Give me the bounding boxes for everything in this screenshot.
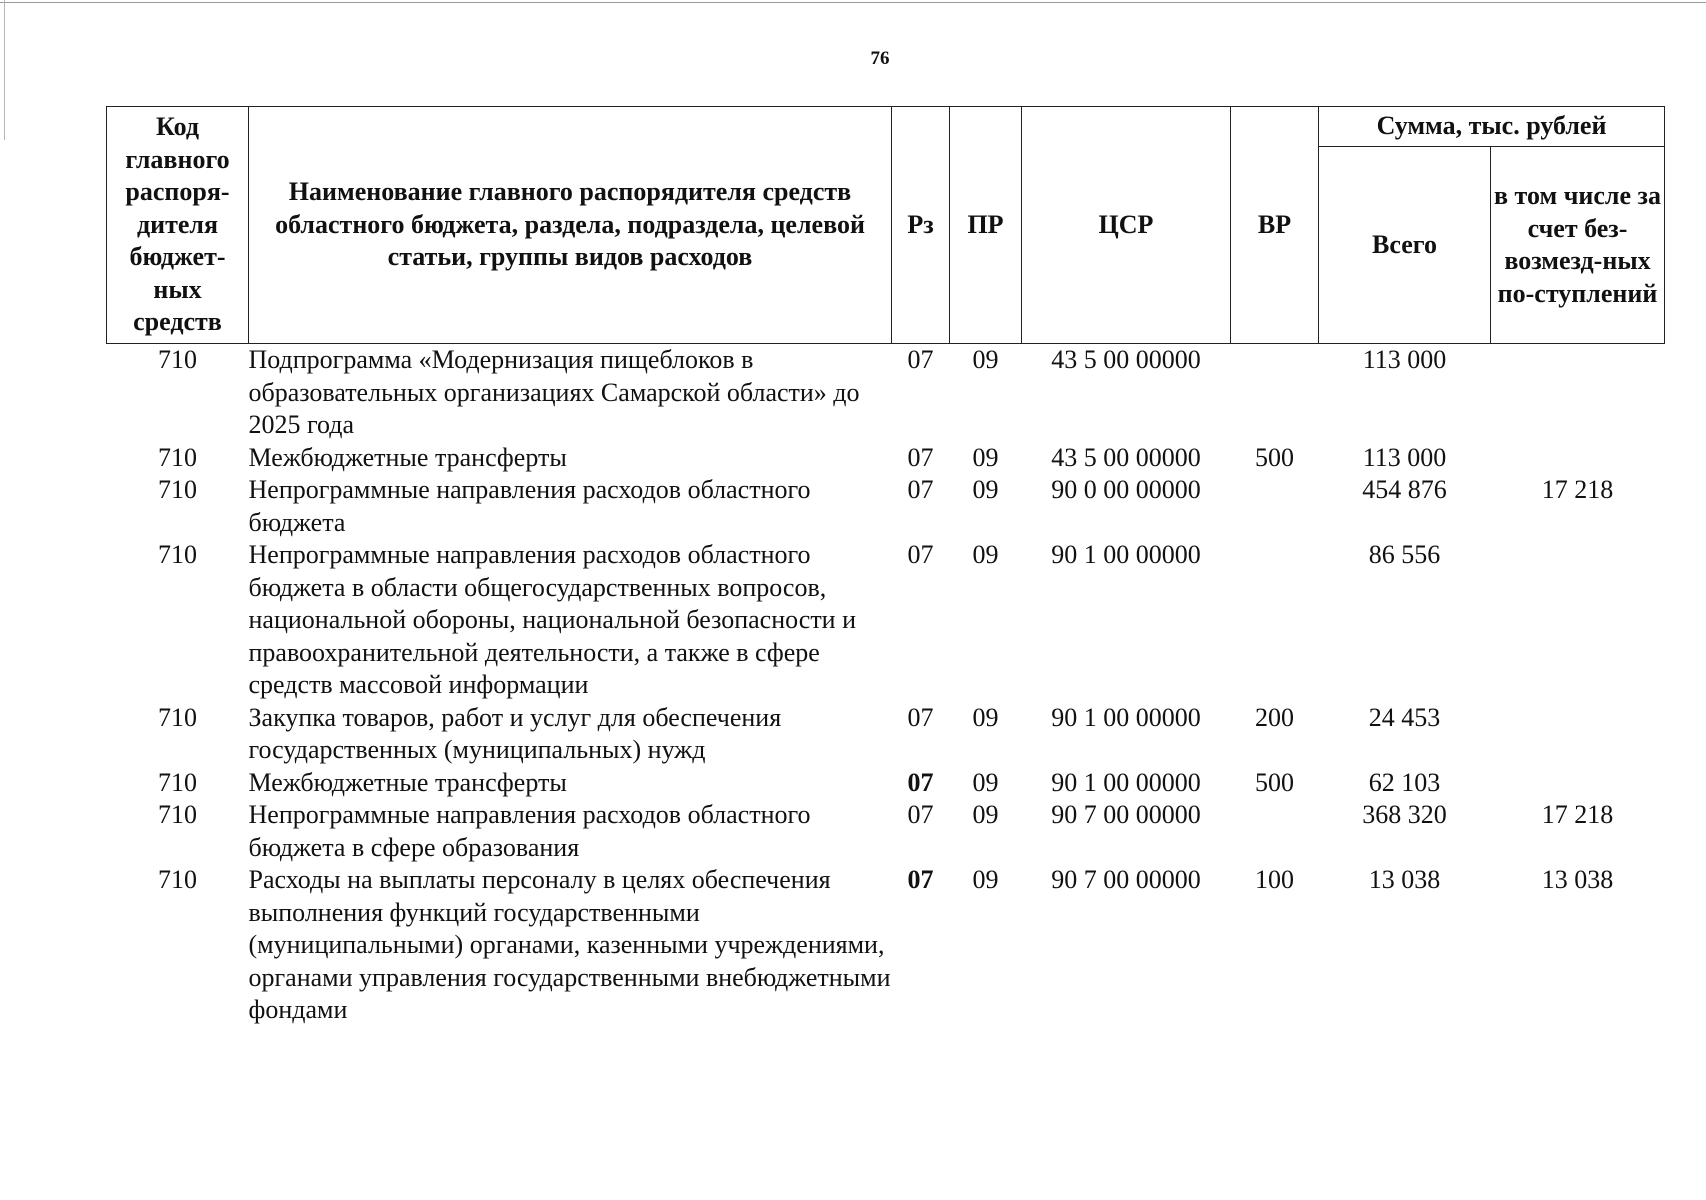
- cell-total: 368 320: [1362, 800, 1447, 829]
- cell-code: 710: [158, 865, 197, 894]
- cell-pr: 09: [972, 702, 999, 732]
- cell-name: Межбюджетные трансферты: [248, 767, 567, 797]
- budget-table: [106, 106, 1665, 1027]
- cell-name: Расходы на выплаты персоналу в целях обеспечения выполнения функций государственными (муниципальными) органами, казенными учреждениями, органами управления государственными внебюджетными фондами: [248, 865, 891, 1024]
- table-row: [107, 702, 1665, 767]
- table-row: [107, 799, 1665, 864]
- cell-rz: 07: [907, 540, 934, 569]
- header-pr: ПР: [950, 107, 1022, 344]
- cell-rz: 07: [907, 442, 934, 472]
- header-free: в том числе за счет без-возмезд-ных по-ступлений: [1491, 147, 1665, 344]
- cell-code: 710: [158, 767, 197, 797]
- table-row: [107, 539, 1665, 702]
- cell-pr: 09: [972, 475, 999, 504]
- cell-name: Непрограммные направления расходов областного бюджета в области общегосударственных вопросов, национальной обороны, национальной безопасности и правоохранительной деятельности, а также в сфере средств массовой информации: [248, 540, 857, 699]
- cell-pr: 09: [972, 540, 999, 569]
- cell-pr: 09: [972, 442, 999, 472]
- cell-csr: 90 0 00 00000: [1051, 475, 1201, 504]
- cell-total: 113 000: [1362, 345, 1447, 374]
- table-row: [107, 474, 1665, 539]
- header-rz: Рз: [892, 107, 950, 344]
- cell-rz: 07: [907, 702, 934, 732]
- cell-vr: [1231, 344, 1319, 442]
- cell-rz: 07: [907, 865, 934, 894]
- cell-vr: 500: [1255, 767, 1294, 797]
- cell-code: 710: [158, 800, 197, 829]
- cell-code: 710: [158, 702, 197, 732]
- table-row: [107, 767, 1665, 800]
- cell-vr: [1231, 474, 1319, 539]
- header-vr: ВР: [1231, 107, 1319, 344]
- cell-total: 86 556: [1368, 540, 1441, 569]
- cell-free: 17 218: [1541, 475, 1614, 504]
- cell-vr: [1231, 539, 1319, 702]
- cell-csr: 43 5 00 00000: [1051, 345, 1201, 374]
- table-row: [107, 344, 1665, 442]
- cell-pr: 09: [972, 865, 999, 894]
- table-row: [107, 442, 1665, 475]
- cell-free: 17 218: [1541, 800, 1614, 829]
- header-name: Наименование главного распорядителя средств областного бюджета, раздела, подраздела, целевой статьи, группы видов расходов: [249, 107, 892, 344]
- cell-vr: 500: [1255, 442, 1294, 472]
- cell-total: 13 038: [1368, 865, 1441, 894]
- cell-pr: 09: [972, 767, 999, 797]
- cell-csr: 90 1 00 00000: [1051, 540, 1201, 569]
- cell-free: [1491, 344, 1665, 442]
- cell-free: [1491, 442, 1665, 475]
- cell-name: Непрограммные направления расходов областного бюджета в сфере образования: [248, 800, 811, 862]
- cell-rz: 07: [907, 800, 934, 829]
- cell-code: 710: [158, 345, 197, 374]
- cell-total: 113 000: [1362, 442, 1447, 472]
- scan-top-edge: [0, 2, 1706, 3]
- header-sum: Сумма, тыс. рублей: [1319, 107, 1665, 147]
- cell-vr: [1231, 799, 1319, 864]
- cell-total: 24 453: [1368, 702, 1441, 732]
- cell-name: Непрограммные направления расходов областного бюджета: [248, 475, 811, 537]
- cell-free: [1491, 702, 1665, 767]
- cell-csr: 90 1 00 00000: [1051, 702, 1201, 732]
- scan-left-edge: [4, 0, 5, 140]
- cell-csr: 43 5 00 00000: [1051, 442, 1201, 472]
- cell-pr: 09: [972, 800, 999, 829]
- cell-pr: 09: [972, 345, 999, 374]
- table-row: [107, 864, 1665, 1027]
- header-csr: ЦСР: [1022, 107, 1231, 344]
- cell-code: 710: [158, 540, 197, 569]
- cell-vr: 200: [1255, 702, 1294, 732]
- cell-csr: 90 7 00 00000: [1051, 800, 1201, 829]
- cell-free: [1491, 767, 1665, 800]
- cell-rz: 07: [907, 767, 934, 797]
- cell-csr: 90 1 00 00000: [1051, 767, 1201, 797]
- cell-csr: 90 7 00 00000: [1051, 865, 1201, 894]
- cell-code: 710: [158, 442, 197, 472]
- cell-free: 13 038: [1541, 865, 1614, 894]
- cell-rz: 07: [907, 345, 934, 374]
- cell-rz: 07: [907, 475, 934, 504]
- header-total: Всего: [1319, 147, 1491, 344]
- header-code: Код главного распоря-дителя бюджет-ных средств: [107, 107, 249, 344]
- cell-free: [1491, 539, 1665, 702]
- cell-total: 454 876: [1362, 475, 1447, 504]
- cell-name: Подпрограмма «Модернизация пищеблоков в образовательных организациях Самарской области» до 2025 года: [248, 345, 860, 439]
- cell-name: Межбюджетные трансферты: [248, 442, 567, 472]
- cell-name: Закупка товаров, работ и услуг для обеспечения государственных (муниципальных) нужд: [248, 702, 782, 764]
- cell-code: 710: [158, 475, 197, 504]
- cell-vr: 100: [1255, 865, 1294, 894]
- cell-total: 62 103: [1368, 767, 1441, 797]
- page-number: 76: [870, 48, 890, 69]
